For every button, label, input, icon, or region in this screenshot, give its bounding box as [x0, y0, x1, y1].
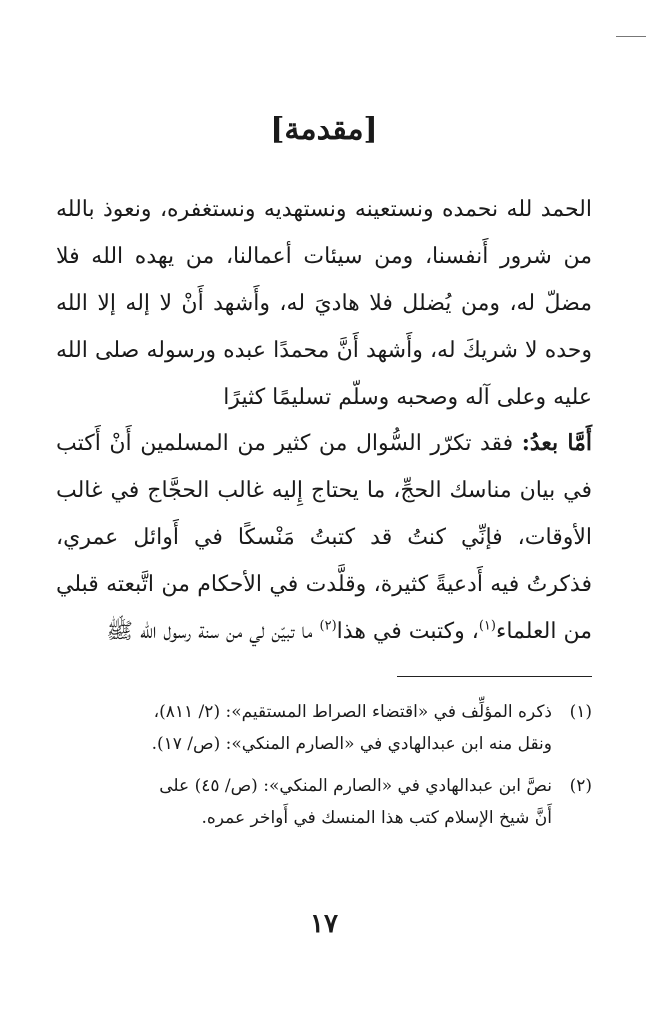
footnote-ref-2[interactable]: (٢) [319, 618, 337, 634]
lead-phrase: أَمَّا بعدُ: [521, 430, 592, 456]
intro-paragraph: الحمد لله نحمده ونستعينه ونستهديه ونستغفره، ونعوذ بالله من شرور أَنفسنا، ومن سيئات أعمالنا، من يهده الله فلا مضلّ له، ومن يُضلل فلا هاديَ له، وأَشهد أَنْ لا إله إلا الله وحده لا شريكَ له، وأَشهد أَنَّ محمدًا عبده ورسوله صلى الله عليه وعلى آله وصحبه وسلّم تسليمًا كثيرًا [56, 197, 592, 410]
body-text-part: فقد تكرّر السُّوال من كثير من المسلمين أَنْ أَكتب في بيان مناسك الحجِّ، ما يحتاج إِليه غالب الحجَّاج في غالب الأوقات، فإنِّي كنتُ قد كتبتُ مَنْسكًا في أَوائل عمري، فذكرتُ فيه أَدعيةً كثيرة، وقلَّدت في الأحكام من اتَّبعته قبلي من العلماء [56, 431, 592, 644]
footnotes [56, 696, 592, 844]
footnote-line: نصَّ ابن عبدالهادي في «الصارم المنكي»: (ص/ ٤٥) على [159, 776, 552, 796]
footnote-text [56, 696, 552, 760]
footnote-line: ونقل منه ابن عبدالهادي في «الصارم المنكي»: (ص/ ١٧). [151, 734, 552, 754]
corner-rule [616, 36, 646, 37]
footnote-line: ذكره المؤلِّف في «اقتضاء الصراط المستقيم»: (٢/ ٨١١)، [153, 702, 552, 722]
book-page [56, 0, 592, 1030]
footnote-ref-1[interactable]: (١) [478, 618, 496, 634]
body-text-part: ما تبيّن لي من سنة رسول الله ﷺ [106, 619, 320, 644]
footnote-separator [397, 676, 592, 677]
footnote-number: (٢) [569, 776, 592, 796]
body-paragraph [56, 420, 592, 655]
footnote-line: أَنَّ شيخ الإسلام كتب هذا المنسك في أَواخر عمره. [201, 808, 552, 828]
footnote-2 [56, 770, 592, 834]
body-text-part: ، وكتبت في هذا [336, 619, 479, 644]
page-number: ١٧ [310, 909, 338, 939]
footnote-number: (١) [569, 702, 592, 722]
footnote-text [56, 770, 552, 834]
section-title: [مقدمة] [270, 112, 378, 147]
footnote-1 [56, 696, 592, 760]
